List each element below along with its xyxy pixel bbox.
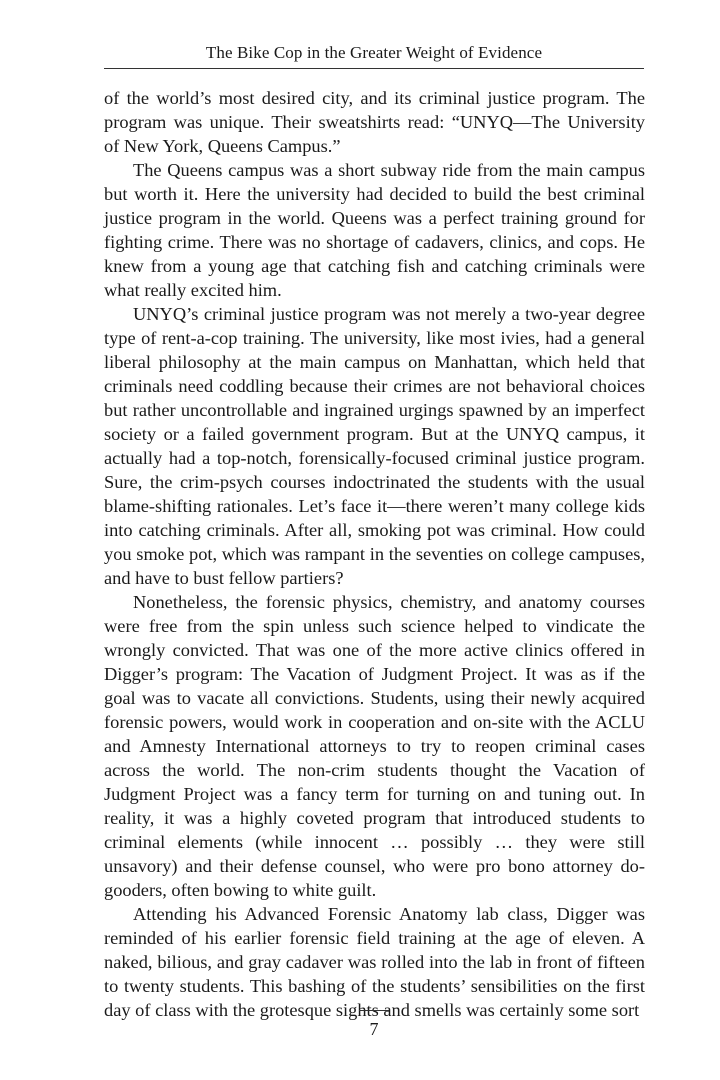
paragraph: Attending his Advanced Forensic Anatomy lab class, Digger was reminded of his earlier forensic field training at the age of eleven. A naked, bilious, and gray cadaver was rolled into the lab in front of fifteen to twenty students. This bashing of the students’ sensibilities on the first day of class with the grotesque sights and smells was certainly some sort [104, 904, 645, 1020]
page-number: 7 [369, 1019, 379, 1039]
paragraph: Nonetheless, the forensic physics, chemistry, and anatomy courses were free from the spin unless such science helped to vindicate the wrongly convicted. That was one of the more active clinics offered in Digger’s program: The Vacation of Judgment Project. It was as if the goal was to vacate all convictions. Students, using their newly acquired forensic powers, would work in cooperation and on-site with the ACLU and Amnesty International attorneys to try to reopen criminal cases across the world. The non-crim students thought the Vacation of Judgment Project was a fancy term for turning on and tuning out. In reality, it was a highly coveted program that introduced students to criminal elements (while innocent … possibly … they were still unsavory) and their defense counsel, who were pro bono attorney do-gooders, often bowing to white guilt. [104, 592, 645, 900]
paragraph: of the world’s most desired city, and its criminal justice program. The program was unique. Their sweatshirts read: “UNYQ—The University of New York, Queens Campus.” [104, 88, 645, 156]
body-text [104, 86, 645, 1022]
footer-rule [359, 1010, 389, 1011]
paragraph: The Queens campus was a short subway ride from the main campus but worth it. Here the university had decided to build the best criminal justice program in the world. Queens was a perfect training ground for fighting crime. There was no shortage of cadavers, clinics, and cops. He knew from a young age that catching fish and catching criminals were what really excited him. [104, 160, 645, 300]
header-rule [104, 68, 644, 69]
paragraph: UNYQ’s criminal justice program was not merely a two-year degree type of rent-a-cop training. The university, like most ivies, had a general liberal philosophy at the main campus on Manhattan, which held that criminals need coddling because their crimes are not behavioral choices but rather uncontrollable and ingrained urgings spawned by an imperfect society or a failed government program. But at the UNYQ campus, it actually had a top-notch, forensically-focused criminal justice program. Sure, the crim-psych courses indoctrinated the students with the usual blame-shifting rationales. Let’s face it—there weren’t many college kids into catching criminals. After all, smoking pot was criminal. How could you smoke pot, which was rampant in the seventies on college campuses, and have to bust fellow partiers? [104, 304, 645, 588]
running-head-title: The Bike Cop in the Greater Weight of Evidence [205, 43, 543, 62]
